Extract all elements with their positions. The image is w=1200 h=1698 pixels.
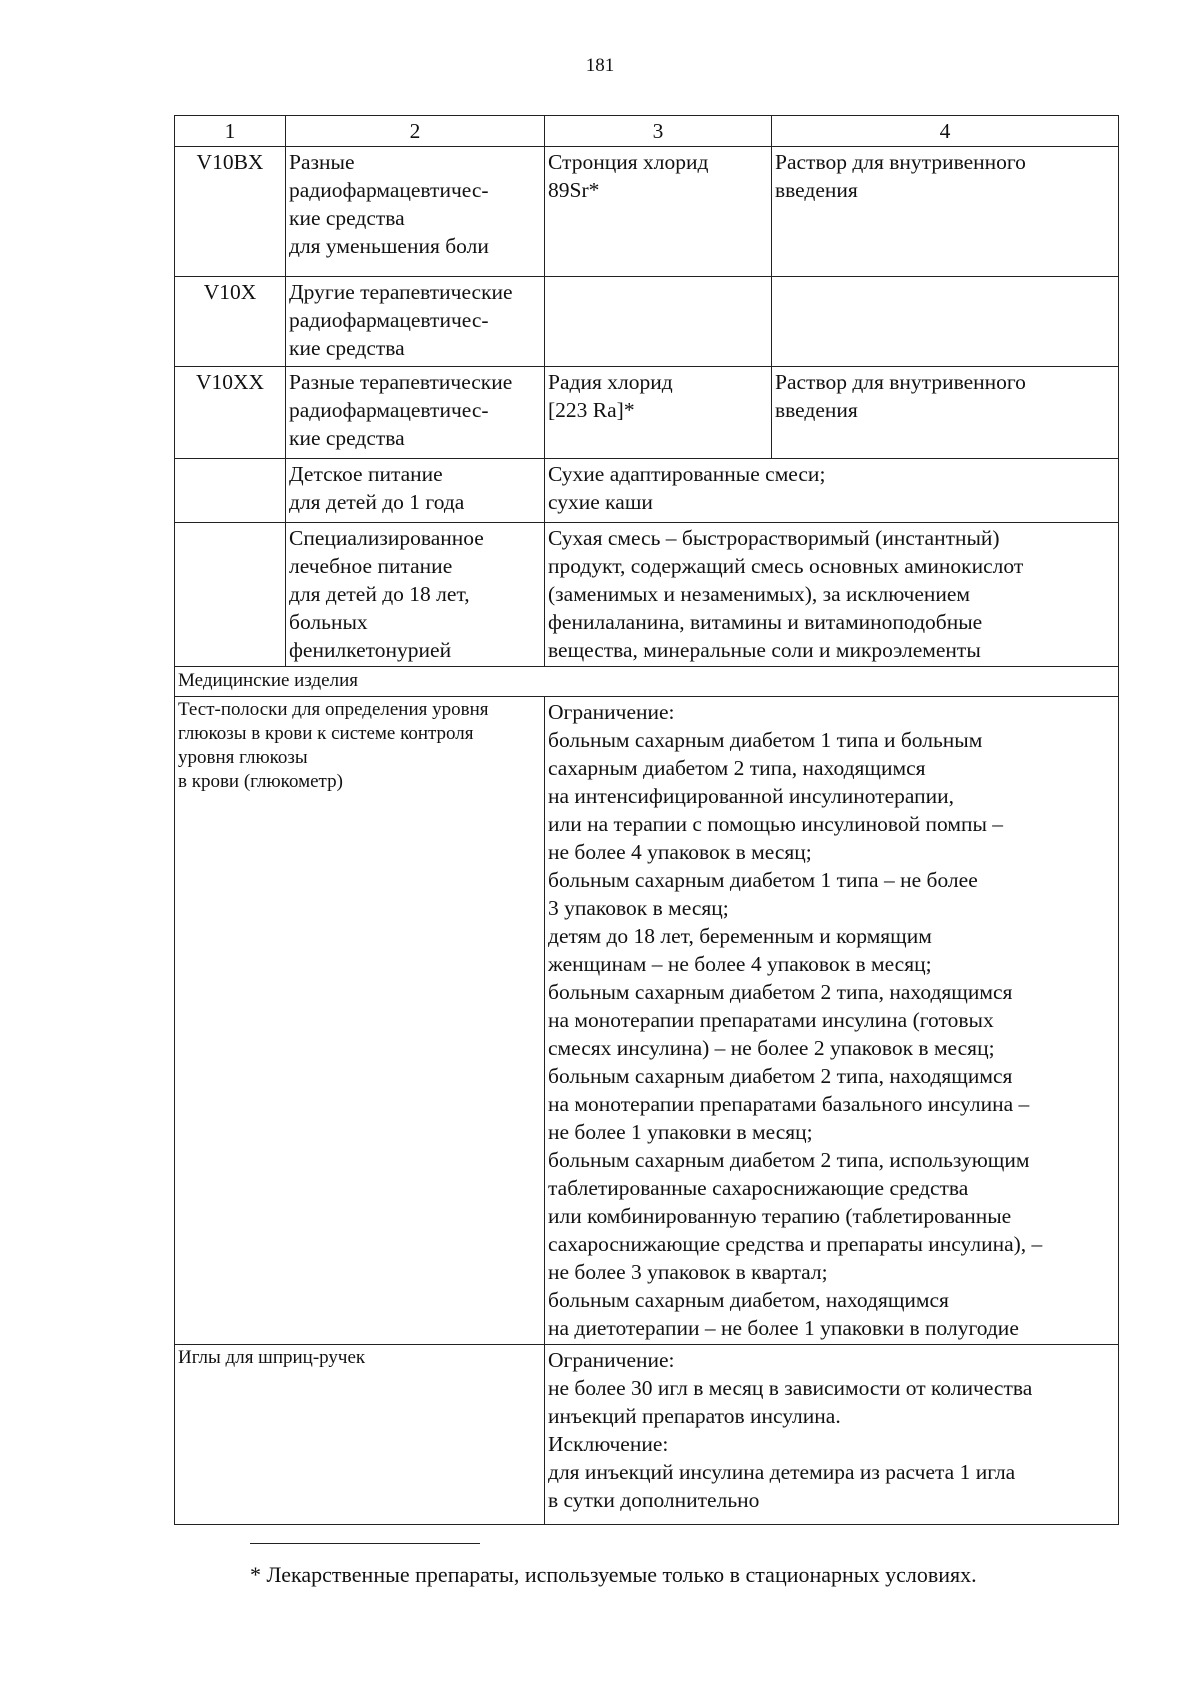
footnote-divider [250,1543,480,1544]
table-row [175,277,1119,367]
table-row [175,147,1119,277]
drug-name [545,277,772,367]
atc-code: V10XX [175,367,286,459]
dosage-form [772,277,1119,367]
device-conditions: Ограничение: больным сахарным диабетом 1 типа и больным сахарным диабетом 2 типа, находящимся на интенсифицированной инсулинотерапии, или на терапии с помощью инсулиновой помпы – не более 4 упаковок в месяц; больным сахарным диабетом 1 типа – не более 3 упаковок в месяц; детям до 18 лет, беременным и кормящим женщинам – не более 4 упаковок в месяц; больным сахарным диабетом 2 типа, находящимся на монотерапии препаратами инсулина (готовых смесях инсулина) – не более 2 упаковок в месяц; больным сахарным диабетом 2 типа, находящимся на монотерапии препаратами базального инсулина – не более 1 упаковки в месяц; больным сахарным диабетом 2 типа, использующим таблетированные сахароснижающие средства или комбинированную терапию (таблетированные сахароснижающие средства и препараты инсулина), – не более 3 упаковок в квартал; больным сахарным диабетом, находящимся на диетотерапии – не более 1 упаковки в полугодие [545,697,1119,1345]
header-cell-3: 3 [545,116,772,147]
table-row [175,523,1119,667]
table-row [175,459,1119,523]
atc-group: Другие терапевтические радиофармацевтичес- кие средства [286,277,545,367]
atc-group: Разные радиофармацевтичес- кие средства для уменьшения боли [286,147,545,277]
nutrition-group: Специализированное лечебное питание для детей до 18 лет, больных фенилкетонурией [286,523,545,667]
empty-code-cell [175,523,286,667]
section-row [175,667,1119,697]
device-conditions: Ограничение: не более 30 игл в месяц в зависимости от количества инъекций препаратов инсулина. Исключение: для инъекций инсулина детемира из расчета 1 игла в сутки дополнительно [545,1345,1119,1525]
table-row [175,1345,1119,1525]
header-cell-2: 2 [286,116,545,147]
device-item: Тест-полоски для определения уровня глюкозы в крови к системе контроля уровня глюкозы в крови (глюкометр) [175,697,545,1345]
dosage-form: Раствор для внутривенного введения [772,367,1119,459]
drug-name: Стронция хлорид 89Sr* [545,147,772,277]
header-cell-4: 4 [772,116,1119,147]
dosage-form: Раствор для внутривенного введения [772,147,1119,277]
nutrition-group: Детское питание для детей до 1 года [286,459,545,523]
table-row [175,697,1119,1345]
atc-code: V10BX [175,147,286,277]
empty-code-cell [175,459,286,523]
device-item: Иглы для шприц-ручек [175,1345,545,1525]
atc-code: V10X [175,277,286,367]
atc-group: Разные терапевтические радиофармацевтичес- кие средства [286,367,545,459]
footnote: * Лекарственные препараты, используемые только в стационарных условиях. [250,1562,977,1587]
nutrition-description: Сухие адаптированные смеси; сухие каши [545,459,1119,523]
drug-list-table [174,115,1119,1525]
header-row [175,116,1119,147]
page-number: 181 [585,55,615,76]
table-row [175,367,1119,459]
drug-name: Радия хлорид [223 Ra]* [545,367,772,459]
header-cell-1: 1 [175,116,286,147]
nutrition-description: Сухая смесь – быстрорастворимый (инстантный) продукт, содержащий смесь основных аминокислот (заменимых и незаменимых), за исключением фенилаланина, витамины и витаминоподобные вещества, минеральные соли и микроэлементы [545,523,1119,667]
section-title: Медицинские изделия [175,667,1119,697]
